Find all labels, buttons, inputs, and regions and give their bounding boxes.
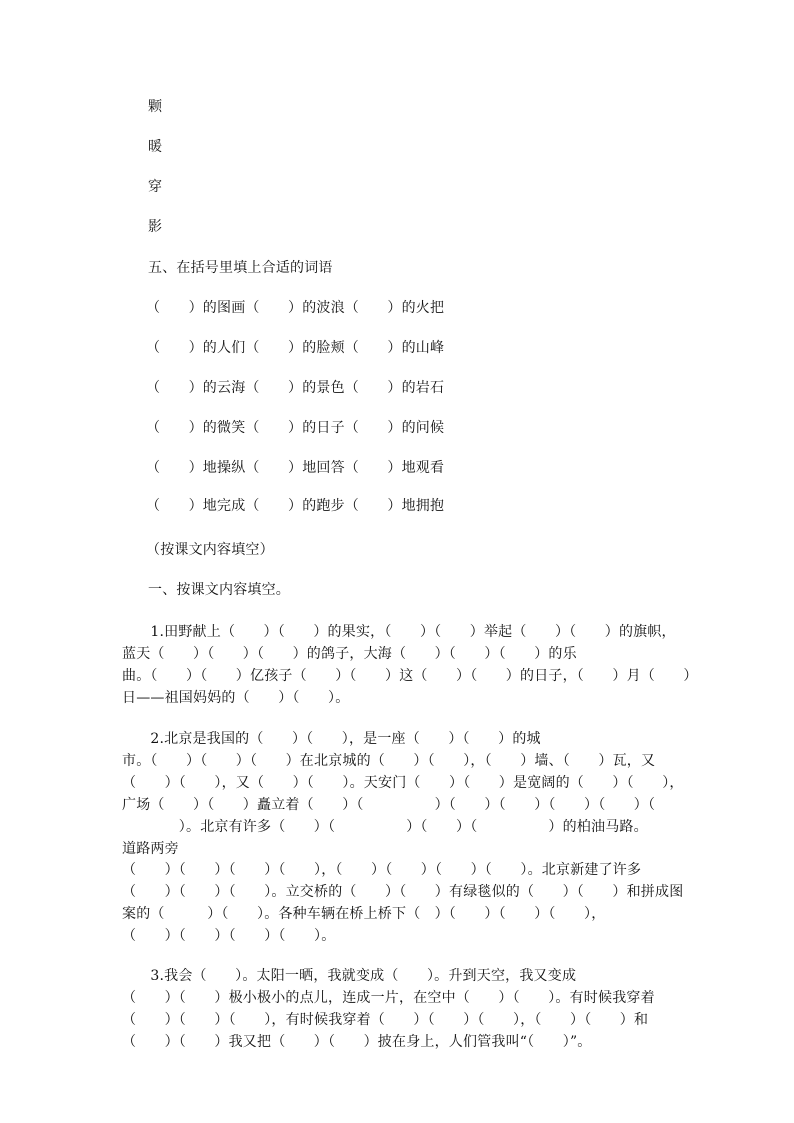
q1-line-2: 蓝天（ ）（ ）（ ）的鸽子，大海（ ）（ ）（ ）的乐	[122, 646, 577, 662]
q2-line-3: （ ）（ ），又（ ）（ ）。天安门（ ）（ ）是宽阔的（ ）（ ），	[122, 775, 684, 791]
fill-row-1: （ ）的图画（ ）的波浪（ ）的火把	[146, 300, 445, 316]
subtitle: （按课文内容填空）	[146, 542, 274, 558]
q1-line-3: 曲。（ ）（ ）亿孩子（ ）（ ）这（ ）（ ）的日子，（ ）月（ ）	[122, 668, 698, 684]
fill-row-3: （ ）的云海（ ）的景色（ ）的岩石	[146, 380, 445, 396]
q2-line-4: 广场（ ）（ ）矗立着（ ）（ ）（ ）（ ）（ ）（ ）（	[122, 797, 656, 813]
q3-line-2: （ ）（ ）极小极小的点儿，连成一片，在空中（ ）（ ）。有时候我穿着	[122, 990, 655, 1006]
section-5-title: 五、在括号里填上合适的词语	[148, 260, 333, 276]
q2-line-7: （ ）（ ）（ ）（ ），（ ）（ ）（ ）（ ）。北京新建了许多	[122, 862, 642, 878]
fill-row-4: （ ）的微笑（ ）的日子（ ）的问候	[146, 420, 445, 436]
q2-line-8: （ ）（ ）（ ）。立交桥的（ ）（ ）有绿毯似的（ ）（ ）和拼成图	[122, 884, 684, 900]
q3-line-1: 3.我会（ ）。太阳一晒，我就变成（ ）。升到天空，我又变成	[122, 968, 577, 984]
q2-line-5: ）。北京有许多（ ）（ ）（ ）（ ）的柏油马路。	[122, 819, 648, 835]
q2-line-1: 2.北京是我国的（ ）（ ），是一座（ ）（ ）的城	[122, 731, 541, 747]
q2-line-2: 市。（ ）（ ）（ ）在北京城的（ ）（ ），（ ）墙、（ ）瓦，又	[122, 753, 656, 769]
q3-line-4: （ ）（ ）我又把（ ）（ ）披在身上，人们管我叫“（ ）”。	[122, 1034, 592, 1050]
q3-line-3: （ ）（ ）（ ），有时候我穿着（ ）（ ）（ ），（ ）（ ）和	[122, 1012, 649, 1028]
q2-line-6: 道路两旁	[122, 841, 179, 857]
section-1-title: 一、按课文内容填空。	[148, 582, 290, 598]
character-3: 穿	[148, 179, 163, 195]
q2-line-10: （ ）（ ）（ ）（ ）。	[122, 928, 336, 944]
fill-row-2: （ ）的人们（ ）的脸颊（ ）的山峰	[146, 340, 445, 356]
character-2: 暖	[148, 139, 163, 155]
fill-row-6: （ ）地完成（ ）的跑步（ ）地拥抱	[146, 498, 445, 514]
q1-line-4: 日——祖国妈妈的（ ）（ ）。	[122, 690, 350, 706]
fill-row-5: （ ）地操纵（ ）地回答（ ）地观看	[146, 460, 445, 476]
character-4: 影	[148, 219, 163, 235]
character-1: 颗	[148, 99, 163, 115]
q1-line-1: 1.田野献上（ ）（ ）的果实，（ ）（ ）举起（ ）（ ）的旗帜，	[122, 624, 676, 640]
q2-line-9: 案的（ ）（ ）。各种车辆在桥上桥下（ ）（ ）（ ）（ ），	[122, 906, 606, 922]
